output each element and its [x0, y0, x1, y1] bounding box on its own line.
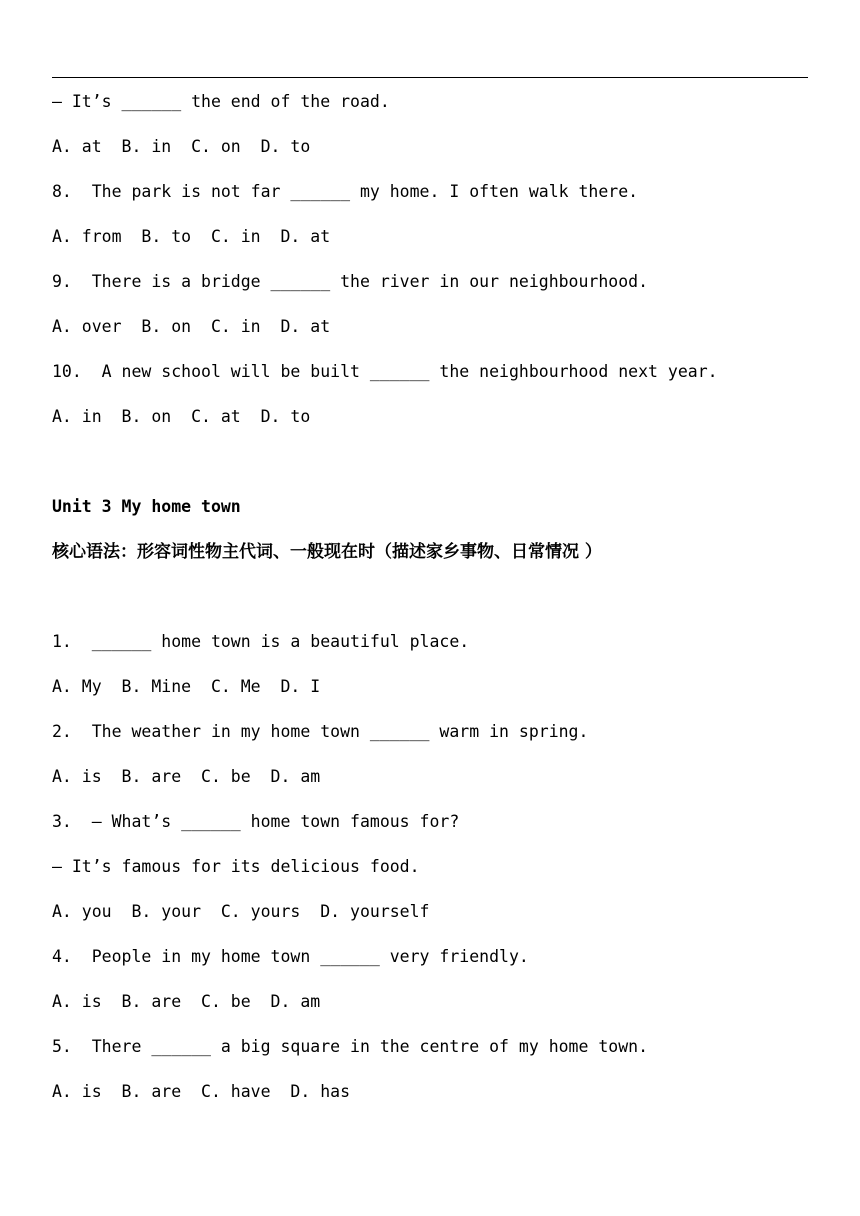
- u3-q1-options: A. My B. Mine C. Me D. I: [52, 677, 321, 696]
- unit-title: Unit 3 My home town: [52, 497, 241, 516]
- u3-q5-question: 5. There ______ a big square in the centre of my home town.: [52, 1037, 649, 1056]
- q10-question: 10. A new school will be built ______ the neighbourhood next year.: [52, 362, 718, 381]
- header-rule: [52, 77, 808, 78]
- q9-question: 9. There is a bridge ______ the river in our neighbourhood.: [52, 272, 649, 291]
- q9-options: A. over B. on C. in D. at: [52, 317, 331, 336]
- u3-q2-options: A. is B. are C. be D. am: [52, 767, 321, 786]
- q8-options: A. from B. to C. in D. at: [52, 227, 331, 246]
- q7-options: A. at B. in C. on D. to: [52, 137, 311, 156]
- u3-q3-question: 3. — What’s ______ home town famous for?: [52, 812, 460, 831]
- u3-q1-question: 1. ______ home town is a beautiful place.: [52, 632, 470, 651]
- core-grammar-heading: 核心语法：形容词性物主代词、一般现在时（描述家乡事物、日常情况 ）: [52, 542, 602, 562]
- q10-options: A. in B. on C. at D. to: [52, 407, 311, 426]
- u3-q3-reply: — It’s famous for its delicious food.: [52, 857, 420, 876]
- u3-q3-options: A. you B. your C. yours D. yourself: [52, 902, 430, 921]
- u3-q4-question: 4. People in my home town ______ very friendly.: [52, 947, 529, 966]
- u3-q5-options: A. is B. are C. have D. has: [52, 1082, 351, 1101]
- q7-answer-line: — It’s ______ the end of the road.: [52, 92, 390, 111]
- q8-question: 8. The park is not far ______ my home. I often walk there.: [52, 182, 639, 201]
- u3-q2-question: 2. The weather in my home town ______ warm in spring.: [52, 722, 589, 741]
- u3-q4-options: A. is B. are C. be D. am: [52, 992, 321, 1011]
